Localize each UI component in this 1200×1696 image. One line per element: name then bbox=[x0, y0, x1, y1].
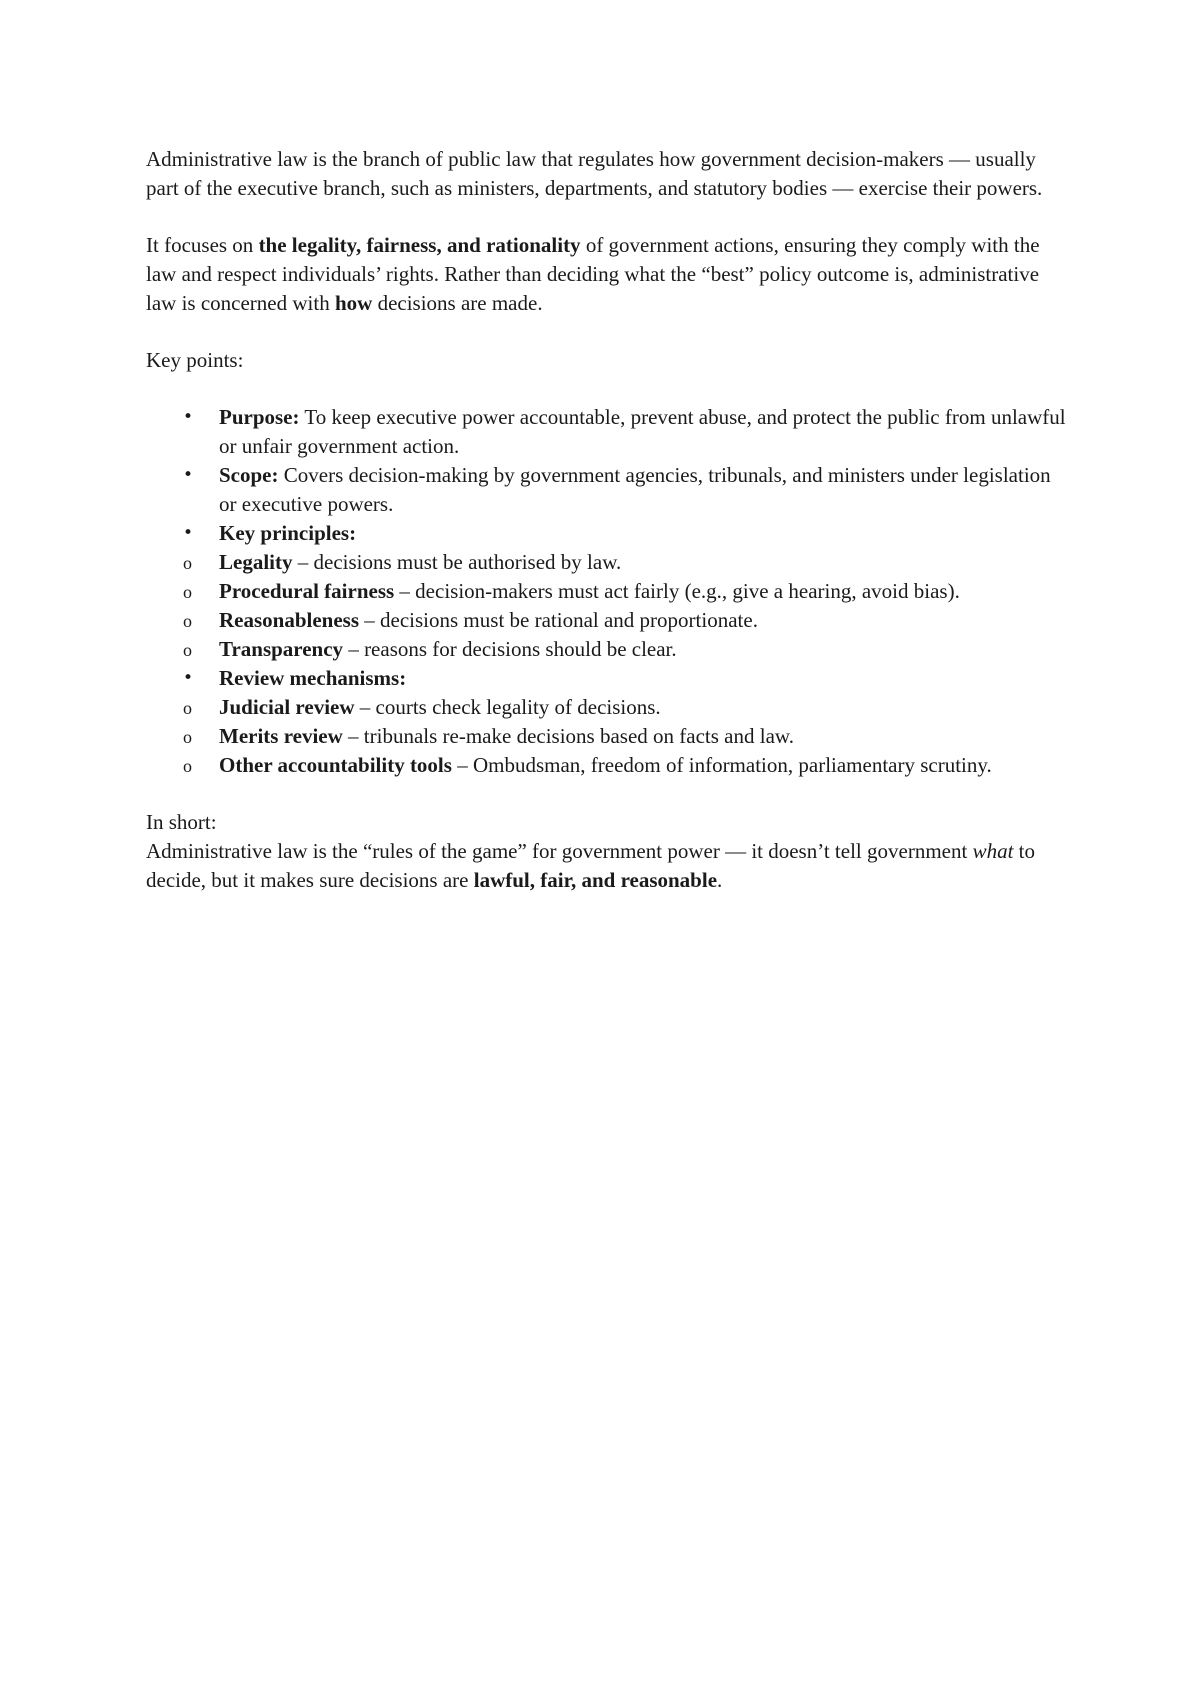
sub-item-merits-review bbox=[183, 722, 1066, 751]
list-item-text: To keep executive power accountable, prevent abuse, and protect the public from unlawful or unfair government action. bbox=[219, 405, 1066, 458]
bullet-icon: • bbox=[183, 465, 194, 485]
bullet-icon: • bbox=[183, 407, 194, 427]
intro-paragraph bbox=[146, 145, 1066, 203]
focus-paragraph bbox=[146, 231, 1066, 318]
focus-bold-how: how bbox=[334, 291, 373, 315]
intro-text: Administrative law is the branch of public law that regulates how government decision-makers — usually part of the executive branch, such as ministers, departments, and statutory bodies — exercise their powers. bbox=[146, 147, 1043, 200]
summary-paragraph bbox=[146, 837, 1066, 895]
circle-bullet-icon: o bbox=[183, 582, 192, 602]
list-item-key-principles bbox=[146, 519, 1066, 664]
sub-item-label: Legality bbox=[219, 550, 293, 574]
sub-item-text: – reasons for decisions should be clear. bbox=[343, 637, 677, 661]
summary-heading: In short: bbox=[146, 810, 217, 834]
circle-bullet-icon: o bbox=[183, 727, 192, 747]
sub-item-label: Other accountability tools bbox=[219, 753, 452, 777]
sub-item-label: Judicial review bbox=[219, 695, 355, 719]
list-item-review-mechanisms bbox=[146, 664, 1066, 780]
sub-item-text: – courts check legality of decisions. bbox=[354, 695, 661, 719]
review-mechanisms-sublist bbox=[183, 693, 1066, 780]
sub-item-label: Procedural fairness bbox=[219, 579, 395, 603]
sub-item-text: – decision-makers must act fairly (e.g., give a hearing, avoid bias). bbox=[394, 579, 960, 603]
circle-bullet-icon: o bbox=[183, 698, 192, 718]
bullet-icon: • bbox=[183, 523, 194, 543]
list-item-scope bbox=[146, 461, 1066, 519]
sub-item-text: – decisions must be rational and proportionate. bbox=[359, 608, 758, 632]
key-principles-sublist bbox=[183, 548, 1066, 664]
circle-bullet-icon: o bbox=[183, 611, 192, 631]
summary-bold: lawful, fair, and reasonable bbox=[473, 868, 718, 892]
sub-item-label: Reasonableness bbox=[219, 608, 360, 632]
document-body bbox=[146, 145, 1066, 895]
sub-item-reasonableness bbox=[183, 606, 1066, 635]
sub-item-label: Transparency bbox=[219, 637, 344, 661]
summary-middle: to decide, but it makes sure decisions are bbox=[146, 839, 1035, 892]
list-item-label: Purpose: bbox=[219, 405, 300, 429]
key-points-list bbox=[146, 403, 1066, 780]
focus-prefix: It focuses on bbox=[146, 233, 259, 257]
sub-item-text: – tribunals re-make decisions based on facts and law. bbox=[342, 724, 794, 748]
sub-item-transparency bbox=[183, 635, 1066, 664]
sub-item-judicial-review bbox=[183, 693, 1066, 722]
list-item-text: Covers decision-making by government agencies, tribunals, and ministers under legislation or executive powers. bbox=[219, 463, 1051, 516]
sub-item-other-accountability-tools bbox=[183, 751, 1066, 780]
list-item-label: Review mechanisms: bbox=[219, 666, 407, 690]
focus-middle: of government actions, ensuring they comply with the law and respect individuals’ rights. Rather than deciding what the “best” policy outcome is, administrative law is concerned with bbox=[146, 233, 1040, 315]
sub-item-legality bbox=[183, 548, 1066, 577]
focus-bold: the legality, fairness, and rationality bbox=[258, 233, 581, 257]
sub-item-label: Merits review bbox=[219, 724, 343, 748]
sub-item-procedural-fairness bbox=[183, 577, 1066, 606]
summary-prefix: Administrative law is the “rules of the game” for government power — it doesn’t tell government bbox=[146, 839, 973, 863]
bullet-icon: • bbox=[183, 668, 194, 688]
circle-bullet-icon: o bbox=[183, 553, 192, 573]
list-item-label: Key principles: bbox=[219, 521, 357, 545]
sub-item-text: – decisions must be authorised by law. bbox=[292, 550, 622, 574]
circle-bullet-icon: o bbox=[183, 640, 192, 660]
list-item-purpose bbox=[146, 403, 1066, 461]
circle-bullet-icon: o bbox=[183, 756, 192, 776]
summary-suffix: . bbox=[717, 868, 723, 892]
sub-item-text: – Ombudsman, freedom of information, parliamentary scrutiny. bbox=[451, 753, 992, 777]
summary-italic: what bbox=[972, 839, 1014, 863]
key-points-heading: Key points: bbox=[146, 348, 244, 372]
list-item-label: Scope: bbox=[219, 463, 279, 487]
focus-suffix: decisions are made. bbox=[372, 291, 543, 315]
